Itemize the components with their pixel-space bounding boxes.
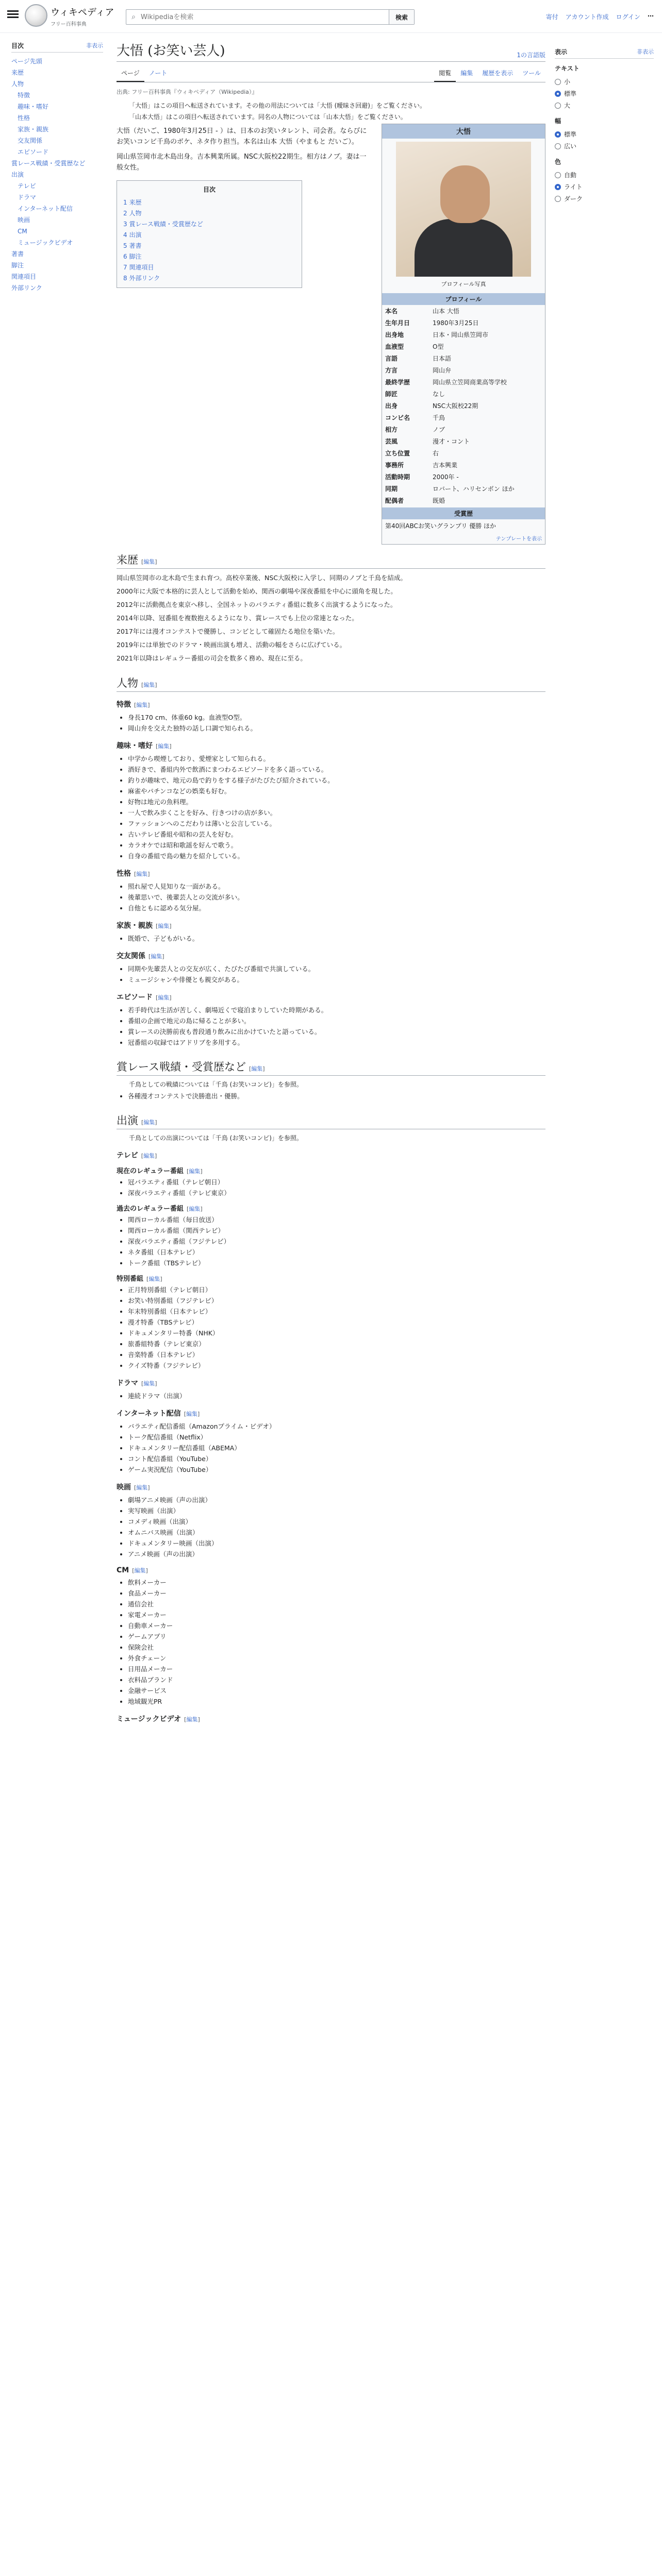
color-option-label: 自動	[564, 172, 577, 179]
infobox-row	[382, 471, 545, 483]
infobox-row	[382, 423, 545, 435]
infobox-key: 最終学歴	[385, 379, 410, 386]
section-heading-appearances: 出演 [編集]	[117, 1112, 545, 1129]
tab-read[interactable]: 閲覧	[434, 65, 456, 82]
list-item: • 飲料メーカー	[128, 1578, 545, 1587]
inline-toc	[117, 180, 302, 288]
tv-current-list	[128, 1177, 545, 1198]
hatnote: 「大悟」はこの項目へ転送されています。その他の用法については「大悟 (曖昧さ回避)」をご覧ください。	[129, 102, 426, 109]
width-option-label: 標準	[564, 131, 577, 138]
list-item: • 身長170 cm、体重60 kg。血液型O型。	[128, 713, 545, 722]
list-item: • 中学から喫煙しており、愛煙家として知られる。	[128, 754, 545, 764]
infobox-key: 出身	[385, 402, 398, 410]
sidebar-item[interactable]: 特徴	[18, 92, 30, 99]
infobox-row	[382, 364, 545, 376]
language-selector[interactable]: 1の言語版	[517, 52, 545, 59]
tab-tools[interactable]: ツール	[522, 70, 541, 77]
list-item: • 関西ローカル番組（毎日放送）	[128, 1215, 545, 1225]
toc-link[interactable]: 1 来歴	[123, 199, 142, 206]
list-item: • 既婚で、子どもがいる。	[128, 934, 545, 943]
appearances-body	[117, 1150, 545, 1724]
infobox-value: 日本・岡山県笠岡市	[433, 331, 489, 338]
template-link[interactable]: テンプレートを表示	[495, 536, 542, 542]
list-item: • お笑い特別番組（フジテレビ）	[128, 1296, 545, 1306]
list-item: • ドキュメンタリー配信番組（ABEMA）	[128, 1443, 545, 1453]
search-box	[126, 9, 415, 25]
main-menu-icon[interactable]	[7, 10, 19, 19]
toc-heading-label: 目次	[11, 42, 24, 49]
person-features-heading: 特徴 [編集]	[117, 701, 150, 709]
main-content	[117, 40, 545, 2576]
list-item: • トーク配信番組（Netflix）	[128, 1432, 545, 1442]
appearance-heading: 表示 非表示	[555, 47, 654, 59]
radio-icon	[555, 172, 561, 178]
list-item: • 食品メーカー	[128, 1588, 545, 1598]
list-item: • 冠バラエティ番組（テレビ朝日）	[128, 1177, 545, 1187]
tab-talk[interactable]: ノート	[148, 70, 168, 77]
film-list	[128, 1495, 545, 1559]
hatnote: 「山本大悟」はこの項目へ転送されています。同名の人物については「山本大悟」をご覧ください。	[129, 113, 407, 121]
sidebar-item[interactable]: 脚注	[11, 262, 24, 269]
list-item: • ゲーム実況配信（YouTube）	[128, 1465, 545, 1475]
infobox-value: 漫才・コント	[433, 437, 470, 445]
mv-heading: ミュージックビデオ [編集]	[117, 1715, 200, 1723]
web-list	[128, 1421, 545, 1475]
color-option[interactable]	[555, 193, 654, 205]
list-item: • トーク番組（TBSテレビ）	[128, 1258, 545, 1268]
portrait-face	[440, 165, 490, 223]
list-item: • 地域観光PR	[128, 1697, 545, 1706]
list-item: • 連続ドラマ（出演）	[128, 1391, 545, 1401]
tab-history[interactable]: 履歴を表示	[482, 70, 514, 77]
infobox-value: ノブ	[433, 426, 445, 433]
list-item: • 照れ屋で人見知りな一面がある。	[128, 882, 545, 891]
infobox-portrait[interactable]	[396, 142, 531, 277]
list-item: • 実写映画（出演）	[128, 1506, 545, 1516]
person-family-list	[128, 934, 545, 943]
person-episodes-heading: エピソード [編集]	[117, 993, 172, 1002]
search-button[interactable]: 検索	[389, 10, 414, 24]
list-item: • 同期や先輩芸人との交友が広く、たびたび番組で共演している。	[128, 964, 545, 974]
infobox-value: 岡山弁	[433, 366, 452, 374]
site-wordmark[interactable]	[51, 5, 114, 27]
sidebar-item[interactable]: インターネット配信	[18, 205, 73, 212]
list-item: • バラエティ配信番組（Amazonプライム・ビデオ）	[128, 1421, 545, 1431]
history-paragraph: 2017年には漫才コンテストで優勝し、コンビとして確固たる地位を築いた。	[117, 628, 339, 635]
text-option[interactable]	[555, 99, 654, 111]
sidebar-item[interactable]: テレビ	[18, 182, 36, 190]
drama-list	[128, 1391, 545, 1401]
toc-link[interactable]: 6 脚注	[123, 253, 142, 260]
infobox-value: ロバート、ハリセンボン ほか	[433, 485, 515, 493]
header-bar	[0, 0, 662, 33]
list-item: • 漫才特番（TBSテレビ）	[128, 1317, 545, 1327]
person-friends-list	[128, 964, 545, 985]
tab-edit[interactable]: 編集	[460, 70, 473, 77]
list-item: • クイズ特番（フジテレビ）	[128, 1361, 545, 1370]
edit-link[interactable]: 編集	[251, 1065, 263, 1072]
person-body	[117, 699, 545, 1047]
toc-link[interactable]: 2 人物	[123, 210, 142, 217]
sidebar-item[interactable]: 著書	[11, 250, 24, 258]
list-item: • 通信会社	[128, 1599, 545, 1609]
list-item: • 番組の企画で地元の島に帰ることが多い。	[128, 1016, 545, 1026]
list-item: • 古いテレビ番組や昭和の芸人を好む。	[128, 829, 545, 839]
list-item: • 関西ローカル番組（関西テレビ）	[128, 1226, 545, 1235]
list-item: • ミュージシャンや俳優とも親交がある。	[128, 975, 545, 985]
wordmark-name: ウィキペディア	[51, 7, 114, 18]
infobox-key: 事務所	[385, 462, 404, 469]
infobox-key: 立ち位置	[385, 450, 410, 457]
list-item: • 岡山弁を交えた独特の話し口調で知られる。	[128, 723, 545, 733]
text-size-label: テキスト	[555, 65, 580, 72]
history-paragraph: 2021年以降はレギュラー番組の司会を数多く務め、現在に至る。	[117, 654, 307, 662]
infobox-section: 受賞歴	[382, 507, 545, 519]
list-item: • 衣料品ブランド	[128, 1675, 545, 1685]
list-item: • 音楽特番（日本テレビ）	[128, 1350, 545, 1360]
infobox-row	[382, 447, 545, 459]
create-account-link[interactable]: アカウント作成	[565, 13, 609, 21]
tv-past-heading: 過去のレギュラー番組 [編集]	[117, 1205, 203, 1213]
list-item: • 好物は地元の魚料理。	[128, 797, 545, 807]
toc-link[interactable]: 8 外部リンク	[123, 275, 160, 282]
infobox-row	[382, 495, 545, 506]
page-tabs	[117, 65, 545, 82]
radio-icon	[555, 103, 561, 109]
sidebar-item[interactable]: 家族・親族	[18, 126, 49, 133]
edit-link[interactable]: 編集	[186, 1716, 198, 1723]
edit-link[interactable]: 編集	[151, 953, 162, 960]
color-option[interactable]	[555, 181, 654, 193]
section-heading-history: 来歴 [編集]	[117, 552, 545, 569]
width-option-label: 広い	[564, 143, 577, 150]
sidebar-item[interactable]: 関連項目	[11, 273, 37, 280]
sidebar-item[interactable]: 出演	[11, 171, 24, 178]
tv-special-heading: 特別番組 [編集]	[117, 1275, 162, 1283]
infobox-row	[382, 459, 545, 471]
hatnote: 千鳥としての出演については「千鳥 (お笑いコンビ)」を参照。	[129, 1134, 303, 1142]
infobox-value: 2000年 -	[433, 473, 459, 481]
search-icon: ⌕	[131, 13, 136, 21]
web-heading: インターネット配信 [編集]	[117, 1410, 200, 1418]
list-item: • 家電メーカー	[128, 1610, 545, 1620]
edit-link[interactable]: 編集	[136, 1484, 148, 1491]
sidebar-item[interactable]: 映画	[18, 216, 30, 224]
infobox-row	[382, 352, 545, 364]
sidebar-item[interactable]: ドラマ	[18, 194, 37, 201]
history-paragraph: 2019年には単独でのドラマ・映画出演も増え、活動の幅をさらに広げている。	[117, 641, 346, 649]
infobox-value: 日本語	[433, 354, 452, 362]
list-item: • 年末特別番組（日本テレビ）	[128, 1307, 545, 1316]
list-item: • ネタ番組（日本テレビ）	[128, 1247, 545, 1257]
radio-icon	[555, 184, 561, 190]
person-friends-heading: 交友関係 [編集]	[117, 952, 164, 960]
appearance-panel	[555, 47, 654, 205]
tv-special-list	[128, 1285, 545, 1370]
text-option[interactable]	[555, 88, 654, 99]
history-paragraph: 2000年に大阪で本格的に芸人として活動を始め、関西の劇場や深夜番組を中心に頭角を現した。	[117, 587, 397, 595]
infobox-section: プロフィール	[382, 293, 545, 305]
toc-link[interactable]: 7 関連項目	[123, 264, 154, 271]
list-item: • ドキュメンタリー映画（出演）	[128, 1538, 545, 1548]
person-hobbies-list	[128, 754, 545, 861]
edit-link[interactable]: 編集	[189, 1168, 201, 1175]
edit-link[interactable]: 編集	[158, 923, 170, 929]
edit-link[interactable]: 編集	[143, 1119, 155, 1126]
list-item: • カラオケでは昭和歌謡を好んで歌う。	[128, 840, 545, 850]
person-features-list	[128, 713, 545, 733]
infobox-key: 本名	[385, 308, 398, 315]
toc-items	[11, 56, 103, 294]
infobox	[382, 124, 545, 545]
infobox-awards: 第40回ABCお笑いグランプリ 優勝 ほか	[385, 522, 496, 530]
person-personality-heading: 性格 [編集]	[117, 870, 150, 878]
list-item: • 賞レースの決勝前夜も普段通り飲みに出かけていたと語っている。	[128, 1027, 545, 1037]
infobox-value: 右	[433, 449, 439, 457]
infobox-value: 岡山県立笠岡商業高等学校	[433, 378, 507, 386]
color-option-label: ライト	[564, 183, 583, 191]
appearance-hide-button[interactable]: 非表示	[637, 48, 654, 55]
edit-link[interactable]: 編集	[158, 994, 170, 1001]
sidebar-item[interactable]: 性格	[18, 114, 30, 122]
title-row	[117, 40, 545, 62]
infobox-value: 吉本興業	[433, 461, 458, 469]
infobox-key: 芸風	[385, 438, 398, 445]
list-item: • 自身の番組で島の魅力を紹介している。	[128, 851, 545, 861]
infobox-value: NSC大阪校22期	[433, 402, 478, 410]
infobox-key: 血液型	[385, 343, 404, 350]
history-paragraph: 岡山県笠岡市の北木島で生まれ育つ。高校卒業後、NSC大阪校に入学し、同期のノブと千鳥を結成。	[117, 574, 407, 582]
radio-icon	[555, 91, 561, 97]
tab-page[interactable]: ページ	[117, 65, 144, 82]
more-options-icon[interactable]: ⋯	[648, 12, 654, 20]
edit-link[interactable]: 編集	[134, 1567, 146, 1574]
infobox-row	[382, 412, 545, 423]
tv-past-list	[128, 1215, 545, 1268]
infobox-key: 相方	[385, 426, 398, 433]
radio-icon	[555, 79, 561, 85]
person-hobbies-heading: 趣味・嗜好 [編集]	[117, 742, 172, 750]
sidebar-item[interactable]: 来歴	[11, 69, 24, 76]
login-link[interactable]: ログイン	[616, 13, 640, 21]
text-option-label: 小	[564, 78, 571, 86]
infobox-value: 山本 大悟	[433, 307, 459, 315]
page-title: 大悟 (お笑い芸人)	[117, 43, 225, 59]
cm-list	[128, 1578, 545, 1706]
list-item: • 正月特別番組（テレビ朝日）	[128, 1285, 545, 1295]
sidebar-item[interactable]: 賞レース戦績・受賞歴など	[11, 160, 86, 167]
sidebar-item[interactable]: ページ先頭	[11, 58, 42, 65]
list-item: • オムニバス映画（出演）	[128, 1528, 545, 1537]
list-item: • ゲームアプリ	[128, 1632, 545, 1641]
portrait-body	[415, 219, 512, 277]
infobox-key: 配偶者	[385, 497, 404, 504]
history-body	[117, 573, 545, 664]
drama-heading: ドラマ [編集]	[117, 1379, 157, 1387]
infobox-value: なし	[433, 390, 445, 398]
infobox-value: 千鳥	[433, 414, 445, 421]
infobox-row	[382, 435, 545, 447]
lead-paragraph: 大悟（だいご、1980年3月25日 - ）は、日本のお笑いタレント、司会者。ならびにお笑いコンビ千鳥のボケ、ネタ作り担当。本名は山本 大悟（やまもと だいご）。	[117, 127, 367, 146]
list-item: • 深夜バラエティ番組（テレビ東京）	[128, 1188, 545, 1198]
list-item: • 深夜バラエティ番組（フジテレビ）	[128, 1236, 545, 1246]
site-sub: 出典: フリー百科事典『ウィキペディア（Wikipedia）』	[117, 89, 258, 95]
list-item: • 自動車メーカー	[128, 1621, 545, 1631]
edit-link[interactable]: 編集	[143, 682, 155, 688]
list-item: • 後輩思いで、後輩芸人との交流が多い。	[128, 892, 545, 902]
list-item: • 日用品メーカー	[128, 1664, 545, 1674]
donate-link[interactable]: 寄付	[545, 13, 558, 21]
radio-icon	[555, 131, 561, 138]
infobox-key: 出身地	[385, 331, 404, 338]
infobox-value: 1980年3月25日	[433, 319, 479, 327]
infobox-key: 生年月日	[385, 319, 410, 327]
film-heading: 映画 [編集]	[117, 1483, 150, 1492]
toc-group	[11, 41, 103, 294]
sidebar-item[interactable]: 趣味・嗜好	[18, 103, 49, 110]
edit-link[interactable]: 編集	[143, 1380, 155, 1387]
toc-heading	[11, 41, 103, 53]
color-option-label: ダーク	[564, 195, 583, 202]
infobox-row	[382, 317, 545, 329]
sidebar-item[interactable]: 交友関係	[18, 137, 43, 144]
toc-hide-button[interactable]: 非表示	[86, 42, 103, 49]
infobox-key: コンビ名	[385, 414, 410, 421]
edit-link[interactable]: 編集	[136, 702, 148, 708]
infobox-key: 方言	[385, 367, 398, 374]
infobox-key: 活動時期	[385, 473, 410, 481]
infobox-value: 既婚	[433, 497, 445, 504]
width-option[interactable]	[555, 128, 654, 140]
infobox-key: 言語	[385, 355, 398, 362]
infobox-key: 師匠	[385, 391, 398, 398]
person-episodes-list	[128, 1005, 545, 1047]
color-label: 色	[555, 158, 561, 165]
edit-link[interactable]: 編集	[136, 871, 148, 877]
edit-link[interactable]: 編集	[148, 1276, 160, 1282]
sidebar-item[interactable]: 人物	[11, 80, 24, 88]
history-paragraph: 2014年以降、冠番組を複数抱えるようになり、賞レースでも上位の常連となった。	[117, 614, 358, 622]
infobox-caption: プロフィール写真	[441, 281, 486, 287]
list-item: • 麻雀やパチンコなどの娯楽も好む。	[128, 786, 545, 796]
list-item: • ドキュメンタリー特番（NHK）	[128, 1328, 545, 1338]
section-heading-awards: 賞レース戦績・受賞歴など [編集]	[117, 1059, 545, 1076]
text-option-label: 標準	[564, 90, 577, 97]
width-option[interactable]	[555, 140, 654, 152]
list-item: • コメディ映画（出演）	[128, 1517, 545, 1527]
lead-paragraph: 岡山県笠岡市北木島出身。吉本興業所属。NSC大阪校22期生。相方はノブ。妻は一般女性。	[117, 153, 367, 172]
awards-list	[128, 1091, 545, 1101]
personal-tools	[546, 12, 654, 21]
search-input[interactable]	[141, 10, 389, 24]
infobox-key: 同期	[385, 485, 398, 493]
sidebar-item[interactable]: CM	[18, 228, 27, 235]
list-item: • 外食チェーン	[128, 1653, 545, 1663]
width-label: 幅	[555, 117, 561, 125]
infobox-value: O型	[433, 343, 444, 350]
list-item: • 旅番組特番（テレビ東京）	[128, 1339, 545, 1349]
tv-heading: テレビ [編集]	[117, 1151, 157, 1160]
history-paragraph: 2012年に活動拠点を東京へ移し、全国ネットのバラエティ番組に数多く出演するようになった。	[117, 601, 397, 608]
sidebar-item[interactable]: エピソード	[18, 148, 49, 156]
edit-link[interactable]: 編集	[186, 1411, 198, 1417]
cm-heading: CM [編集]	[117, 1566, 148, 1574]
list-item: • 酒好きで、番組内外で飲酒にまつわるエピソードを多く語っている。	[128, 765, 545, 774]
list-item: • 冠番組の収録ではアドリブを多用する。	[128, 1038, 545, 1047]
hatnote: 千鳥としての戦績については「千鳥 (お笑いコンビ)」を参照。	[129, 1081, 303, 1088]
infobox-row	[382, 305, 545, 317]
tv-current-heading: 現在のレギュラー番組 [編集]	[117, 1167, 203, 1175]
list-item: • アニメ映画（声の出演）	[128, 1549, 545, 1559]
edit-link[interactable]: 編集	[189, 1206, 201, 1212]
toc-link[interactable]: 5 著書	[123, 242, 142, 249]
toc-link[interactable]: 3 賞レース戦績・受賞歴など	[123, 221, 203, 228]
infobox-row	[382, 376, 545, 388]
text-option-label: 大	[564, 102, 571, 109]
sidebar-item[interactable]: 外部リンク	[11, 284, 42, 292]
list-item: • 保険会社	[128, 1642, 545, 1652]
edit-link[interactable]: 編集	[143, 558, 155, 565]
infobox-row	[382, 341, 545, 352]
list-item: • ファッションへのこだわりは薄いと公言している。	[128, 819, 545, 828]
list-item: • 釣りが趣味で、地元の島で釣りをする様子がたびたび紹介されている。	[128, 775, 545, 785]
toc-link[interactable]: 4 出演	[123, 231, 142, 239]
infobox-table	[382, 305, 545, 506]
text-option[interactable]	[555, 76, 654, 88]
radio-icon	[555, 143, 561, 149]
sidebar-item[interactable]: ミュージックビデオ	[18, 239, 73, 246]
list-item: • 劇場アニメ映画（声の出演）	[128, 1495, 545, 1505]
wordmark-tagline: フリー百科事典	[51, 22, 87, 27]
sidebar-toc	[0, 33, 108, 2576]
list-item: • 一人で飲み歩くことを好み、行きつけの店が多い。	[128, 808, 545, 818]
list-item: • 各種漫才コンテストで決勝進出・優勝。	[128, 1091, 545, 1101]
wikipedia-logo-icon[interactable]	[25, 4, 47, 27]
color-option[interactable]	[555, 169, 654, 181]
list-item: • 自他ともに認める気分屋。	[128, 903, 545, 913]
person-personality-list	[128, 882, 545, 913]
person-family-heading: 家族・親族 [編集]	[117, 922, 172, 930]
section-heading-person: 人物 [編集]	[117, 675, 545, 692]
infobox-row	[382, 388, 545, 400]
list-item: • 金融サービス	[128, 1686, 545, 1696]
list-item: • 若手時代は生活が苦しく、劇場近くで寝泊まりしていた時期がある。	[128, 1005, 545, 1015]
infobox-row	[382, 329, 545, 341]
edit-link[interactable]: 編集	[158, 743, 170, 750]
radio-icon	[555, 196, 561, 202]
inline-toc-title: 目次	[203, 186, 216, 193]
edit-link[interactable]: 編集	[143, 1153, 155, 1159]
infobox-row	[382, 400, 545, 412]
infobox-title: 大悟	[382, 124, 545, 139]
infobox-row	[382, 483, 545, 495]
list-item: • コント配信番組（YouTube）	[128, 1454, 545, 1464]
